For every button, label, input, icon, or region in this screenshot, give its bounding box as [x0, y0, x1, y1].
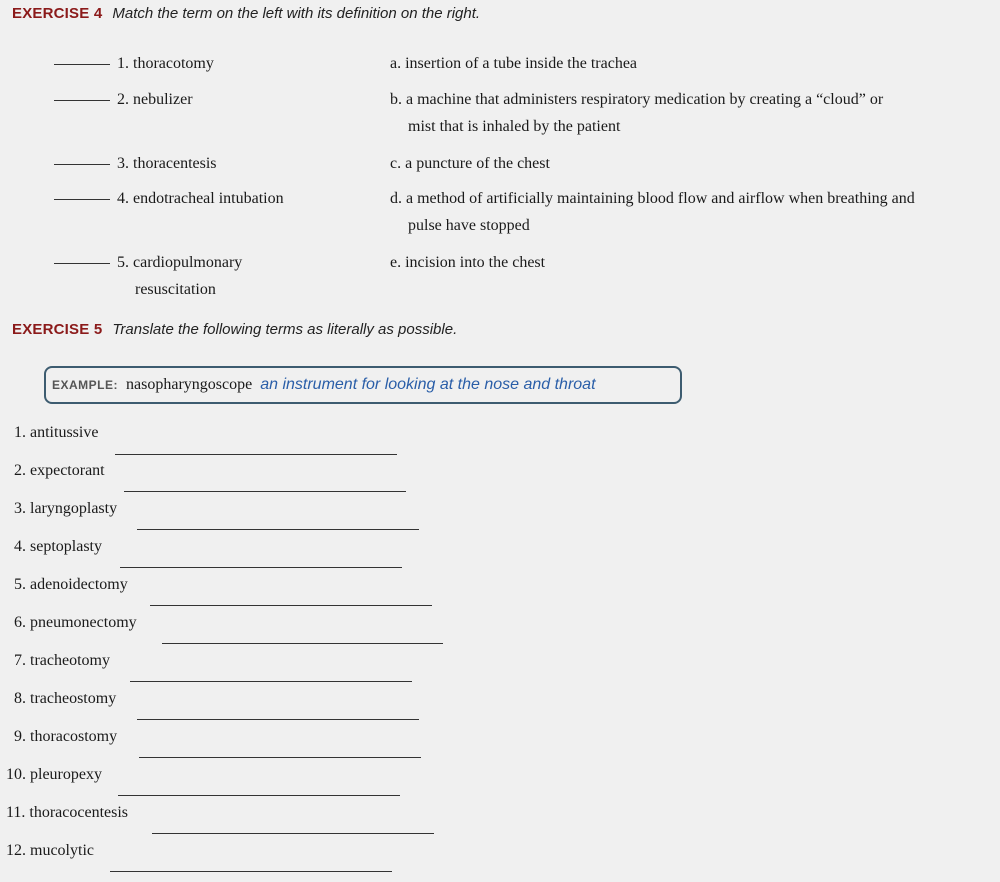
exercise-5-instruction: Translate the following terms as literally as possible. — [112, 321, 458, 338]
answer-line-7[interactable] — [130, 681, 412, 682]
match-blank-3[interactable] — [54, 164, 110, 165]
answer-line-3[interactable] — [137, 529, 419, 530]
definition-text: a machine that administers respiratory medication by creating a “cloud” or — [406, 91, 884, 108]
definition-b — [390, 86, 1000, 140]
translation-item-8 — [14, 690, 116, 708]
definition-text-continued: mist that is inhaled by the patient — [408, 118, 621, 135]
answer-line-2[interactable] — [124, 491, 406, 492]
exercise-4-instruction: Match the term on the left with its definition on the right. — [112, 5, 481, 22]
item-number: 10. — [6, 766, 26, 783]
translation-item-4 — [14, 538, 102, 556]
definition-text-continued: pulse have stopped — [408, 217, 530, 234]
term-1 — [117, 50, 297, 77]
definition-d — [390, 185, 1000, 239]
item-term: expectorant — [30, 462, 105, 479]
item-number: 4. — [14, 538, 26, 555]
item-term: pleuropexy — [30, 766, 102, 783]
item-term: mucolytic — [30, 842, 94, 859]
definition-letter: c. — [390, 155, 402, 172]
translation-item-2 — [14, 462, 105, 480]
item-number: 9. — [14, 728, 26, 745]
item-number: 1. — [14, 424, 26, 441]
item-number: 11. — [6, 804, 26, 821]
definition-text: a puncture of the chest — [405, 155, 550, 172]
term-number: 5. — [117, 254, 129, 271]
example-answer: an instrument for looking at the nose and throat — [260, 376, 596, 393]
exercise-5-header — [12, 321, 457, 338]
term-number: 3. — [117, 155, 129, 172]
answer-line-1[interactable] — [115, 454, 397, 455]
match-blank-5[interactable] — [54, 263, 110, 264]
item-number: 6. — [14, 614, 26, 631]
translation-item-7 — [14, 652, 110, 670]
exercise-5-label: EXERCISE 5 — [12, 321, 103, 338]
answer-line-11[interactable] — [152, 833, 434, 834]
item-number: 3. — [14, 500, 26, 517]
definition-text: incision into the chest — [405, 254, 546, 271]
term-3 — [117, 150, 297, 177]
item-term: tracheostomy — [30, 690, 117, 707]
answer-line-12[interactable] — [110, 871, 392, 872]
item-number: 8. — [14, 690, 26, 707]
term-text: cardiopulmonary — [133, 254, 243, 271]
translation-item-10 — [6, 766, 102, 784]
definition-a — [390, 50, 1000, 77]
item-number: 5. — [14, 576, 26, 593]
item-term: septoplasty — [30, 538, 102, 555]
translation-item-1 — [14, 424, 98, 442]
item-term: tracheotomy — [30, 652, 110, 669]
term-4 — [117, 185, 297, 212]
example-box — [44, 366, 682, 404]
example-term: nasopharyngoscope — [126, 376, 253, 393]
translation-item-6 — [14, 614, 137, 632]
item-term: laryngoplasty — [30, 500, 118, 517]
term-text-continued: resuscitation — [135, 281, 216, 298]
definition-c — [390, 150, 1000, 177]
term-number: 2. — [117, 91, 129, 108]
translation-item-9 — [14, 728, 117, 746]
term-text: nebulizer — [133, 91, 193, 108]
match-blank-1[interactable] — [54, 64, 110, 65]
exercise-4-label: EXERCISE 4 — [12, 5, 103, 22]
exercise-4-header — [12, 5, 480, 22]
answer-line-6[interactable] — [162, 643, 443, 644]
item-term: adenoidectomy — [30, 576, 128, 593]
answer-line-4[interactable] — [120, 567, 402, 568]
term-text: endotracheal intubation — [133, 190, 284, 207]
term-text: thoracotomy — [133, 55, 214, 72]
term-number: 4. — [117, 190, 129, 207]
term-5 — [117, 249, 297, 303]
translation-item-11 — [6, 804, 128, 822]
definition-e — [390, 249, 1000, 276]
term-text: thoracentesis — [133, 155, 217, 172]
item-term: thoracostomy — [30, 728, 118, 745]
term-2 — [117, 86, 297, 113]
definition-letter: a. — [390, 55, 402, 72]
example-label: EXAMPLE: — [52, 378, 119, 392]
translation-item-5 — [14, 576, 128, 594]
item-term: thoracocentesis — [29, 804, 129, 821]
definition-text: insertion of a tube inside the trachea — [405, 55, 638, 72]
item-number: 7. — [14, 652, 26, 669]
definition-letter: d. — [390, 190, 402, 207]
match-blank-2[interactable] — [54, 100, 110, 101]
answer-line-10[interactable] — [118, 795, 400, 796]
translation-item-12 — [6, 842, 94, 860]
match-blank-4[interactable] — [54, 199, 110, 200]
term-number: 1. — [117, 55, 129, 72]
answer-line-9[interactable] — [139, 757, 421, 758]
definition-letter: b. — [390, 91, 402, 108]
item-number: 2. — [14, 462, 26, 479]
answer-line-5[interactable] — [150, 605, 432, 606]
item-term: pneumonectomy — [30, 614, 137, 631]
item-term: antitussive — [30, 424, 99, 441]
answer-line-8[interactable] — [137, 719, 419, 720]
definition-letter: e. — [390, 254, 402, 271]
translation-item-3 — [14, 500, 117, 518]
item-number: 12. — [6, 842, 26, 859]
definition-text: a method of artificially maintaining blood flow and airflow when breathing and — [406, 190, 915, 207]
